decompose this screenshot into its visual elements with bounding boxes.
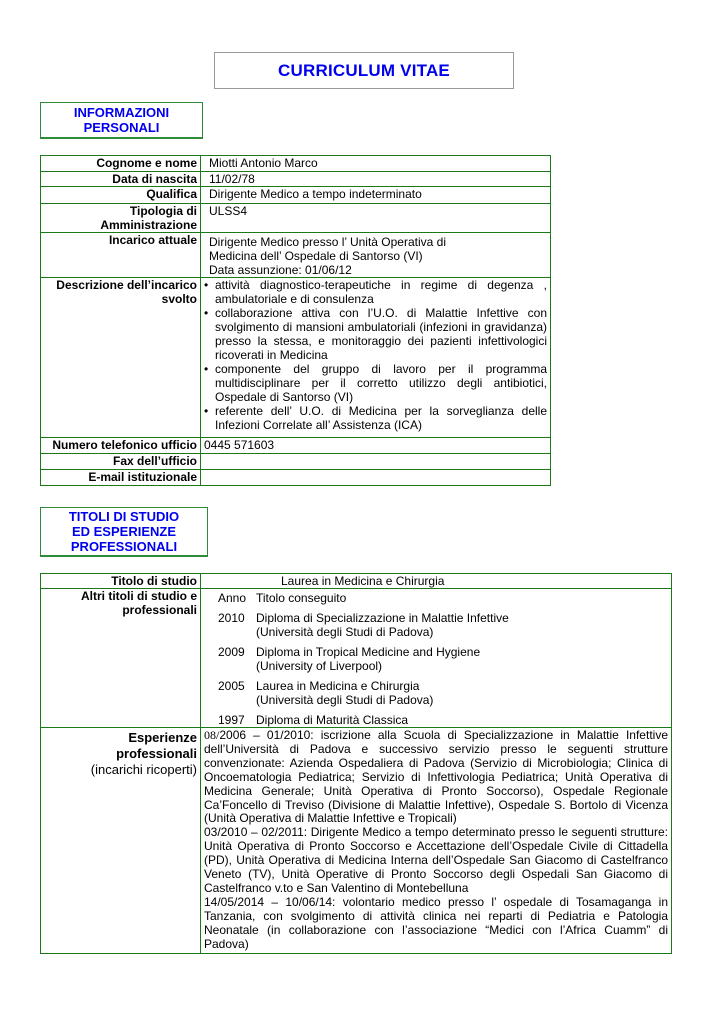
row-value bbox=[201, 470, 551, 486]
row-value bbox=[201, 589, 672, 728]
bullet-icon: • bbox=[204, 404, 209, 418]
table-row bbox=[41, 187, 551, 204]
title-cell: Diploma in Tropical Medicine and Hygiene (University of Liverpool) bbox=[256, 645, 481, 673]
row-label: Incarico attuale bbox=[41, 233, 201, 278]
row-value bbox=[201, 278, 551, 438]
table-row bbox=[41, 454, 551, 470]
table-row bbox=[41, 278, 551, 438]
table-row bbox=[41, 233, 551, 278]
row-label bbox=[41, 728, 201, 954]
table-row bbox=[41, 204, 551, 233]
row-label: E-mail istituzionale bbox=[41, 470, 201, 486]
section-studies-header bbox=[40, 507, 208, 557]
document-title: CURRICULUM VITAE bbox=[278, 60, 450, 80]
row-value: 0445 571603 bbox=[201, 438, 551, 454]
table-row bbox=[41, 470, 551, 486]
experience-paragraph: 03/2010 – 02/2011: Dirigente Medico a tempo determinato presso le seguenti strutture: Unità Operativa di Pronto Soccorso e Accettazione dell’Ospedale Civile di Cittadella (PD), Unità Operativa di Medicina Interna dell’Ospedale San Giacomo di Castelfranco Veneto (TV), Unità Operative di Pronto Soccorso degli Ospedali San Giacomo di Castelfranco v.to e San Valentino di Montebelluna bbox=[204, 825, 668, 895]
row-label: Data di nascita bbox=[41, 172, 201, 187]
table-row bbox=[41, 728, 672, 954]
row-value bbox=[201, 233, 551, 278]
table-row bbox=[41, 438, 551, 454]
table-row bbox=[41, 589, 672, 728]
row-label: Altri titoli di studio e professionali bbox=[41, 589, 201, 728]
bullet-icon: • bbox=[204, 278, 209, 292]
value-line: Data assunzione: 01/06/12 bbox=[209, 263, 352, 277]
value-line: Dirigente Medico presso l’ Unità Operativa di bbox=[209, 235, 446, 249]
title-cell: Diploma di Specializzazione in Malattie Infettive (Università degli Studi di Padova) bbox=[256, 611, 509, 639]
table-row bbox=[41, 156, 551, 172]
row-value: Dirigente Medico a tempo indeterminato bbox=[201, 187, 551, 204]
year-cell: 2005 bbox=[218, 679, 245, 693]
list-item: • attività diagnostico-terapeutiche in regime di degenza , ambulatoriale e di consulenza bbox=[204, 278, 547, 306]
row-label: Numero telefonico ufficio bbox=[41, 438, 201, 454]
year-cell: 2010 bbox=[218, 611, 245, 625]
row-label: Cognome e nome bbox=[41, 156, 201, 172]
experience-text bbox=[201, 728, 672, 954]
table-row bbox=[41, 574, 672, 589]
row-label: Qualifica bbox=[41, 187, 201, 204]
list-item: • referente dell’ U.O. di Medicina per la sorveglianza delle Infezioni Correlate all’ Assistenza (ICA) bbox=[204, 404, 547, 432]
studies-table bbox=[40, 573, 672, 954]
experience-paragraph: 14/05/2014 – 10/06/14: volontario medico presso l’ ospedale di Tosamaganga in Tanzania, con svolgimento di attività clinica nei reparti di Pediatria e Patologia Neonatale (in collaborazione con l’associazione “Medici con l’Africa Cuamm” di Padova) bbox=[204, 894, 668, 951]
row-value: Laurea in Medicina e Chirurgia bbox=[201, 574, 672, 589]
title-header: Titolo conseguito bbox=[256, 591, 347, 605]
titles-grid bbox=[204, 591, 668, 727]
experience-sublabel: (incarichi ricoperti) bbox=[90, 762, 197, 777]
row-value: ULSS4 bbox=[201, 204, 551, 233]
experience-paragraph: 08/2006 – 01/2010: iscrizione alla Scuola di Specializzazione in Malattie Infettive dell’Università di Padova e successivo servizio presso le seguenti strutture convenzionate: Azienda Ospedaliera di Padova (Servizio di Microbiologia; Clinica di Oncoematologia Pediatrica; Servizio di Infettivologia Pediatrica; Unità Operativa di Medicina Generale; Unità Operativa di Pronto Soccorso), Ospedale Regionale Ca’Foncello di Treviso (Divisione di Malattie Infettive), Ospedale S. Bortolo di Vicenza (Unità Operativa di Malattie Infettive e Tropicali) bbox=[204, 728, 668, 826]
row-label: Fax dell’ufficio bbox=[41, 454, 201, 470]
title-cell: Diploma di Maturità Classica bbox=[256, 713, 409, 727]
year-cell: 1997 bbox=[218, 713, 245, 727]
row-label: Tipologia di Amministrazione bbox=[41, 204, 201, 233]
document-title-box bbox=[214, 52, 514, 89]
list-item: • componente del gruppo di lavoro per il programma multidisciplinare per il corretto utilizzo degli antibiotici, Ospedale di Santorso (VI) bbox=[204, 362, 547, 404]
row-label: Descrizione dell’incarico svolto bbox=[41, 278, 201, 438]
year-cell: 2009 bbox=[218, 645, 245, 659]
row-value: 11/02/78 bbox=[201, 172, 551, 187]
title-cell: Laurea in Medicina e Chirurgia (Università degli Studi di Padova) bbox=[256, 679, 434, 707]
list-item: • collaborazione attiva con l’U.O. di Malattie Infettive con svolgimento di mansioni ambulatoriali (infezioni in gravidanza) presso la stessa, e monitoraggio dei pazienti infettivologici ricoverati in Medicina bbox=[204, 306, 547, 362]
bullet-icon: • bbox=[204, 362, 209, 376]
row-label: Titolo di studio bbox=[41, 574, 201, 589]
duties-list bbox=[204, 278, 547, 432]
section-title: TITOLI DI STUDIO ED ESPERIENZE PROFESSIONALI bbox=[68, 509, 180, 554]
year-header: Anno bbox=[218, 591, 247, 605]
personal-info-table bbox=[40, 155, 551, 486]
row-value: Miotti Antonio Marco bbox=[201, 156, 551, 172]
section-title: INFORMAZIONI PERSONALI bbox=[73, 105, 170, 135]
experience-label: Esperienze professionali bbox=[116, 730, 197, 761]
value-line: Medicina dell’ Ospedale di Santorso (VI) bbox=[209, 249, 423, 263]
row-value bbox=[201, 454, 551, 470]
table-row bbox=[41, 172, 551, 187]
bullet-icon: • bbox=[204, 306, 209, 320]
section-personal-info-header bbox=[40, 102, 203, 139]
